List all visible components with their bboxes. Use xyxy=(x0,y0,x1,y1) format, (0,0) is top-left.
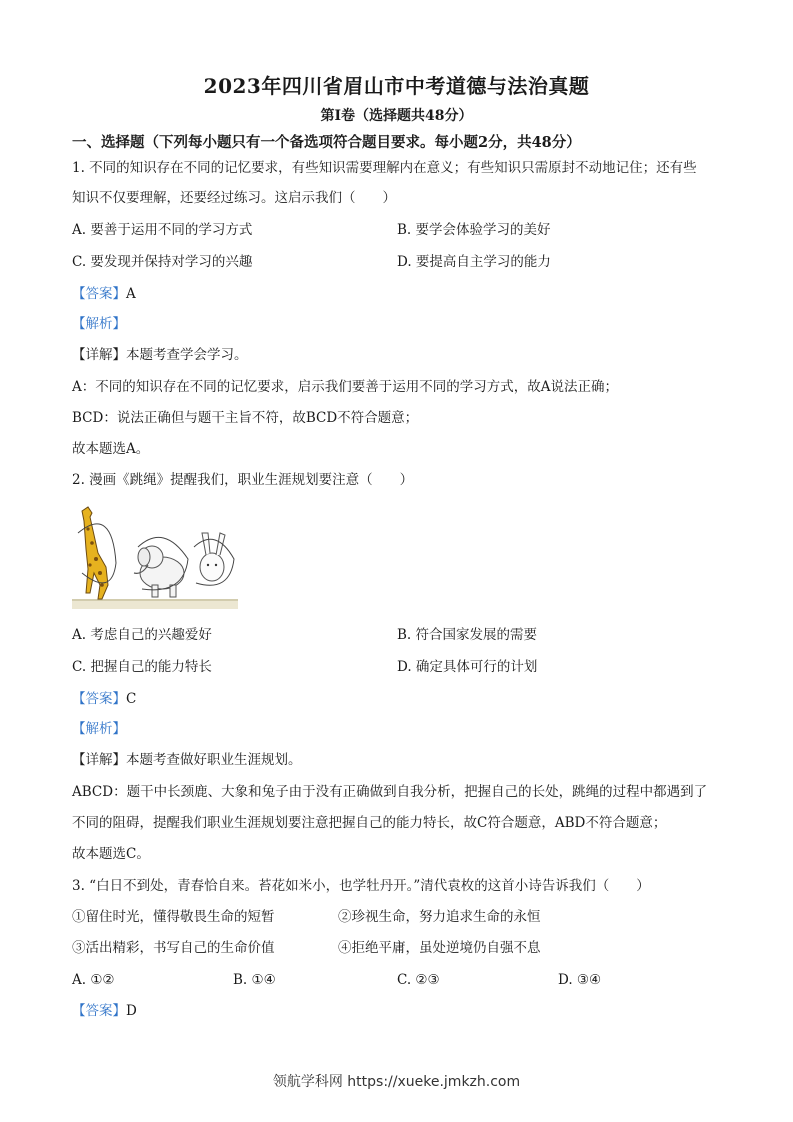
q3-option-a: A. ①② xyxy=(72,972,115,988)
q2-conclusion: 故本题选C。 xyxy=(72,846,150,862)
q1-conclusion: 故本题选A。 xyxy=(72,441,150,457)
q1-explanation-1: A：不同的知识存在不同的记忆要求，启示我们要善于运用不同的学习方式，故A说法正确； xyxy=(72,379,618,395)
q3-item-3: ③活出精彩，书写自己的生命价值 xyxy=(72,940,275,956)
q3-answer xyxy=(72,1002,732,1020)
q1-stem-line1: 1. 不同的知识存在不同的记忆要求，有些知识需要理解内在意义；有些知识只需原封不动地记住；还有些 xyxy=(72,160,697,176)
q2-option-b: B. 符合国家发展的需要 xyxy=(397,627,538,643)
q2-explanation-2: 不同的阻碍，提醒我们职业生涯规划要注意把握自己的能力特长，故C符合题意，ABD不符合题意； xyxy=(72,815,667,831)
q3-item-2: ②珍视生命，努力追求生命的永恒 xyxy=(338,909,541,925)
jump-rope-cartoon xyxy=(72,503,238,609)
q2-explanation-1: ABCD：题干中长颈鹿、大象和兔子由于没有正确做到自我分析，把握自己的长处，跳绳的过程中都遇到了 xyxy=(72,784,708,800)
q1-explanation-2: BCD：说法正确但与题干主旨不符，故BCD不符合题意； xyxy=(72,410,419,426)
detail-text: 本题考查学会学习。 xyxy=(126,347,248,363)
q1-option-a: A. 要善于运用不同的学习方式 xyxy=(72,222,253,238)
q2-option-c: C. 把握自己的能力特长 xyxy=(72,659,212,675)
page-subtitle: 第I卷（选择题共48分） xyxy=(320,108,473,124)
q2-option-d: D. 确定具体可行的计划 xyxy=(397,659,538,675)
q1-analysis-tag: 【解析】 xyxy=(72,316,126,332)
q1-answer xyxy=(72,285,732,303)
q3-item-4: ④拒绝平庸，虽处逆境仍自强不息 xyxy=(338,940,541,956)
page-title: 2023年四川省眉山市中考道德与法治真题 xyxy=(203,74,590,98)
q1-option-c: C. 要发现并保持对学习的兴趣 xyxy=(72,254,253,270)
q2-detail xyxy=(72,751,732,769)
q2-answer xyxy=(72,690,732,708)
detail-tag: 【详解】 xyxy=(72,347,126,363)
q1-detail xyxy=(72,346,732,364)
q1-option-b: B. 要学会体验学习的美好 xyxy=(397,222,551,238)
q2-stem: 2. 漫画《跳绳》提醒我们，职业生涯规划要注意（ ） xyxy=(72,472,414,488)
section-heading: 一、选择题（下列每小题只有一个备选项符合题目要求。每小题2分，共48分） xyxy=(72,134,581,151)
q1-option-d: D. 要提高自主学习的能力 xyxy=(397,254,551,270)
q3-item-1: ①留住时光，懂得敬畏生命的短暂 xyxy=(72,909,275,925)
q1-stem-line2: 知识不仅要理解，还要经过练习。这启示我们（ ） xyxy=(72,190,396,206)
detail-text: 本题考查做好职业生涯规划。 xyxy=(126,752,302,768)
answer-tag: 【答案】 xyxy=(72,1003,126,1019)
q3-option-c: C. ②③ xyxy=(397,972,440,988)
q2-option-a: A. 考虑自己的兴趣爱好 xyxy=(72,627,212,643)
answer-value: A xyxy=(126,286,136,302)
q3-option-b: B. ①④ xyxy=(233,972,276,988)
q2-analysis-tag: 【解析】 xyxy=(72,721,126,737)
answer-value: C xyxy=(126,691,137,707)
footer-watermark: 领航学科网 https://xueke.jmkzh.com xyxy=(272,1074,521,1090)
answer-value: D xyxy=(126,1003,137,1019)
q3-stem: 3. “白日不到处，青春恰自来。苔花如米小，也学牡丹开。”清代袁枚的这首小诗告诉我们（ ） xyxy=(72,878,650,894)
q3-option-d: D. ③④ xyxy=(558,972,602,988)
answer-tag: 【答案】 xyxy=(72,286,126,302)
answer-tag: 【答案】 xyxy=(72,691,126,707)
detail-tag: 【详解】 xyxy=(72,752,126,768)
